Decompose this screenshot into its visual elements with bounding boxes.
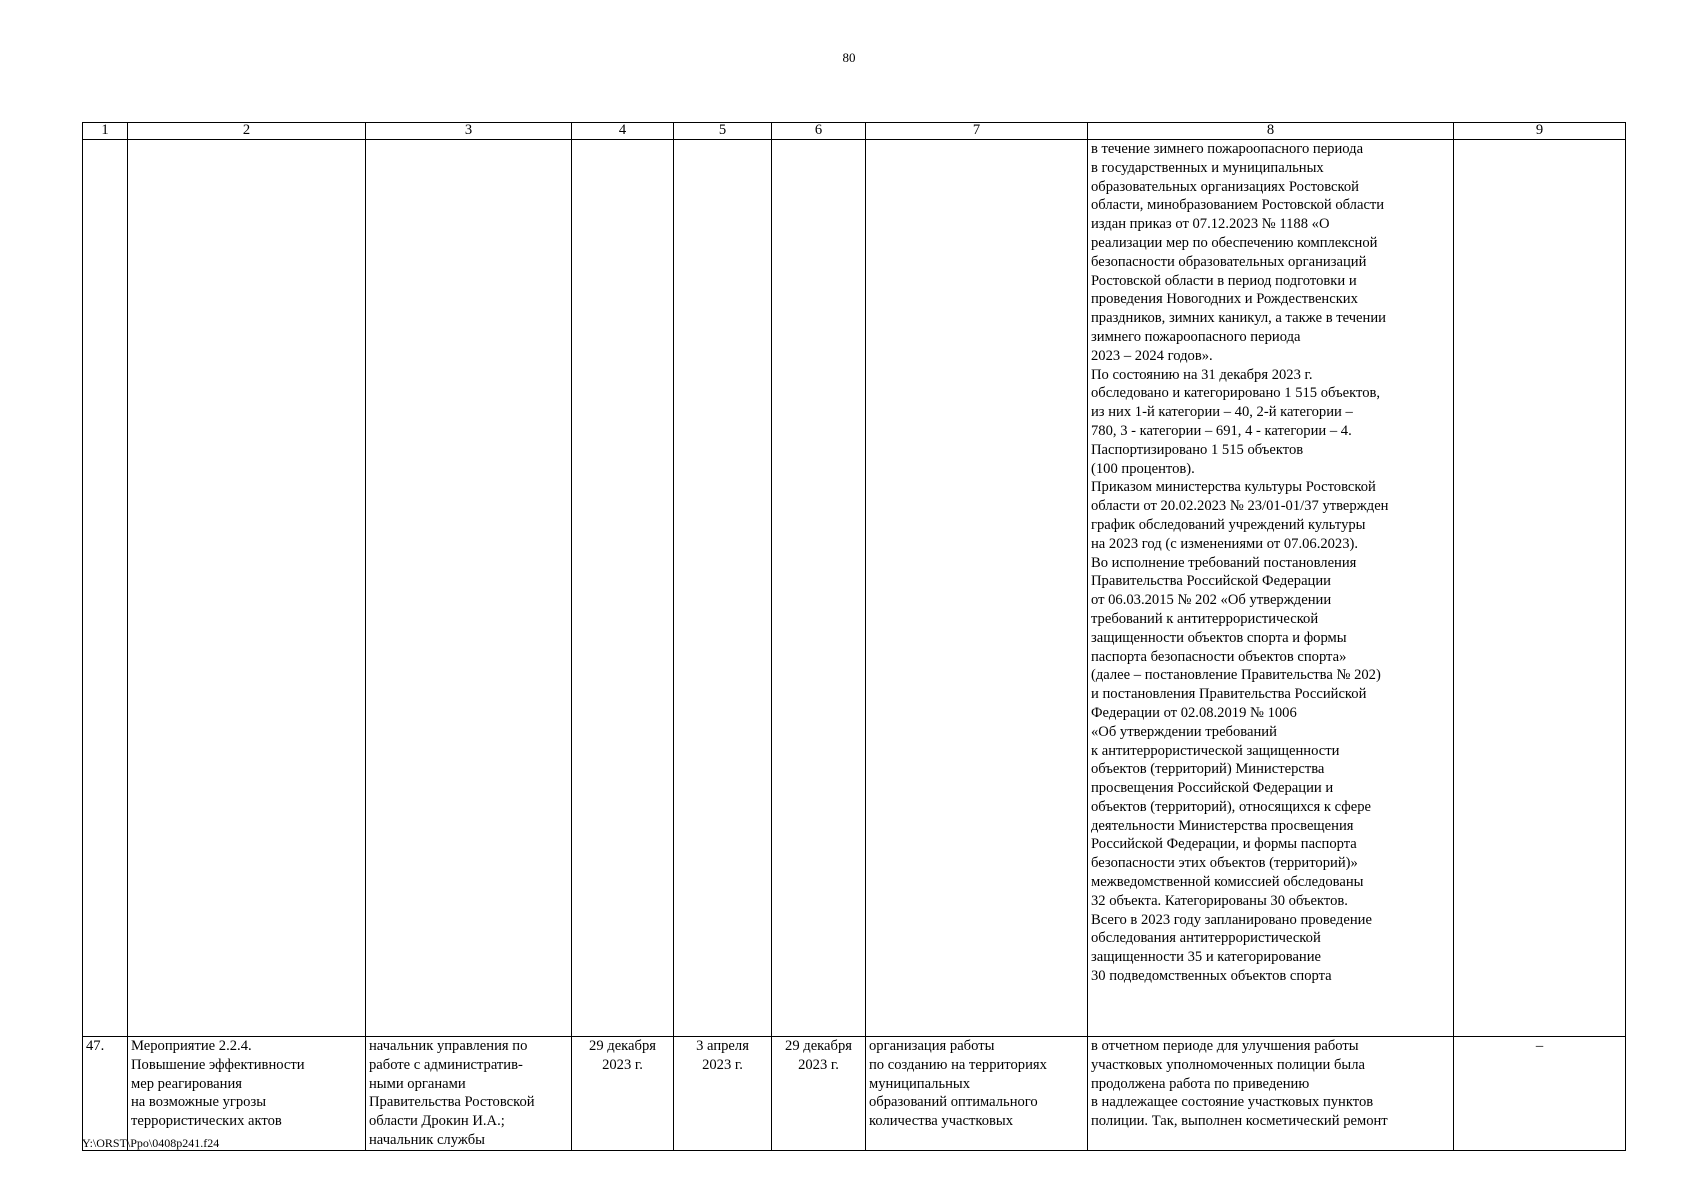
col-header-6: 6 xyxy=(772,123,866,140)
cell-activity: Мероприятие 2.2.4. Повышение эффективности мер реагирования на возможные угрозы террористических актов xyxy=(128,1037,366,1151)
cell-row-number: 47. xyxy=(83,1037,128,1151)
cell-empty xyxy=(1454,140,1626,1037)
cell-end-date: 29 декабря 2023 г. xyxy=(772,1037,866,1151)
cell-responsible: начальник управления по работе с административ- ными органами Правительства Ростовской области Дрокин И.А.; начальник службы xyxy=(366,1037,572,1151)
cell-empty xyxy=(83,140,128,1037)
cell-empty xyxy=(128,140,366,1037)
cell-note: – xyxy=(1454,1037,1626,1151)
col-header-5: 5 xyxy=(674,123,772,140)
cell-expected-result: организация работы по созданию на территориях муниципальных образований оптимального количества участковых xyxy=(866,1037,1088,1151)
cell-empty xyxy=(772,140,866,1037)
col-header-4: 4 xyxy=(572,123,674,140)
file-path: Y:\ORST\Ppo\0408p241.f24 xyxy=(82,1136,220,1150)
col-header-3: 3 xyxy=(366,123,572,140)
cell-result-text: в течение зимнего пожароопасного периода в государственных и муниципальных образовательных организациях Ростовской области, минобразованием Ростовской области издан приказ от 07.12.2023 № 1188 «О реализации мер по обеспечению комплексной безопасности образовательных организаций Ростовской области в период подготовки и проведения Новогодних и Рождественских праздников, зимних каникул, а также в течении зимнего пожароопасного периода 2023 – 2024 годов». По состоянию на 31 декабря 2023 г. обследовано и категорировано 1 515 объектов, из них 1-й категории – 40, 2-й категории – 780, 3 - категории – 691, 4 - категории – 4. Паспортизировано 1 515 объектов (100 процентов). Приказом министерства культуры Ростовской области от 20.02.2023 № 23/01-01/37 утвержден график обследований учреждений культуры на 2023 год (с изменениями от 07.06.2023). Во исполнение требований постановления Правительства Российской Федерации от 06.03.2015 № 202 «Об утверждении требований к антитеррористической защищенности объектов спорта и формы паспорта безопасности объектов спорта» (далее – постановление Правительства № 202) и постановления Правительства Российской Федерации от 02.08.2019 № 1006 «Об утверждении требований к антитеррористической защищенности объектов (территорий) Министерства просвещения Российской Федерации и объектов (территорий), относящихся к сфере деятельности Министерства просвещения Российской Федерации, и формы паспорта безопасности этих объектов (территорий)» межведомственной комиссией обследованы 32 объекта. Категорированы 30 объектов. Всего в 2023 году запланировано проведение обследования антитеррористической защищенности 35 и категорирование 30 подведомственных объектов спорта xyxy=(1088,140,1454,1037)
table-row-continuation xyxy=(83,140,1626,1037)
col-header-1: 1 xyxy=(83,123,128,140)
cell-empty xyxy=(866,140,1088,1037)
header-row xyxy=(83,123,1626,140)
cell-empty xyxy=(674,140,772,1037)
cell-start-date: 3 апреля 2023 г. xyxy=(674,1037,772,1151)
cell-empty xyxy=(366,140,572,1037)
col-header-8: 8 xyxy=(1088,123,1454,140)
col-header-9: 9 xyxy=(1454,123,1626,140)
table-row-47 xyxy=(83,1037,1626,1151)
cell-result-text: в отчетном периоде для улучшения работы участковых уполномоченных полиции была продолжена работа по приведению в надлежащее состояние участковых пунктов полиции. Так, выполнен косметический ремонт xyxy=(1088,1037,1454,1151)
col-header-7: 7 xyxy=(866,123,1088,140)
col-header-2: 2 xyxy=(128,123,366,140)
cell-planned-date: 29 декабря 2023 г. xyxy=(572,1037,674,1151)
report-table xyxy=(82,122,1626,1151)
cell-empty xyxy=(572,140,674,1037)
page-number: 80 xyxy=(842,50,856,65)
